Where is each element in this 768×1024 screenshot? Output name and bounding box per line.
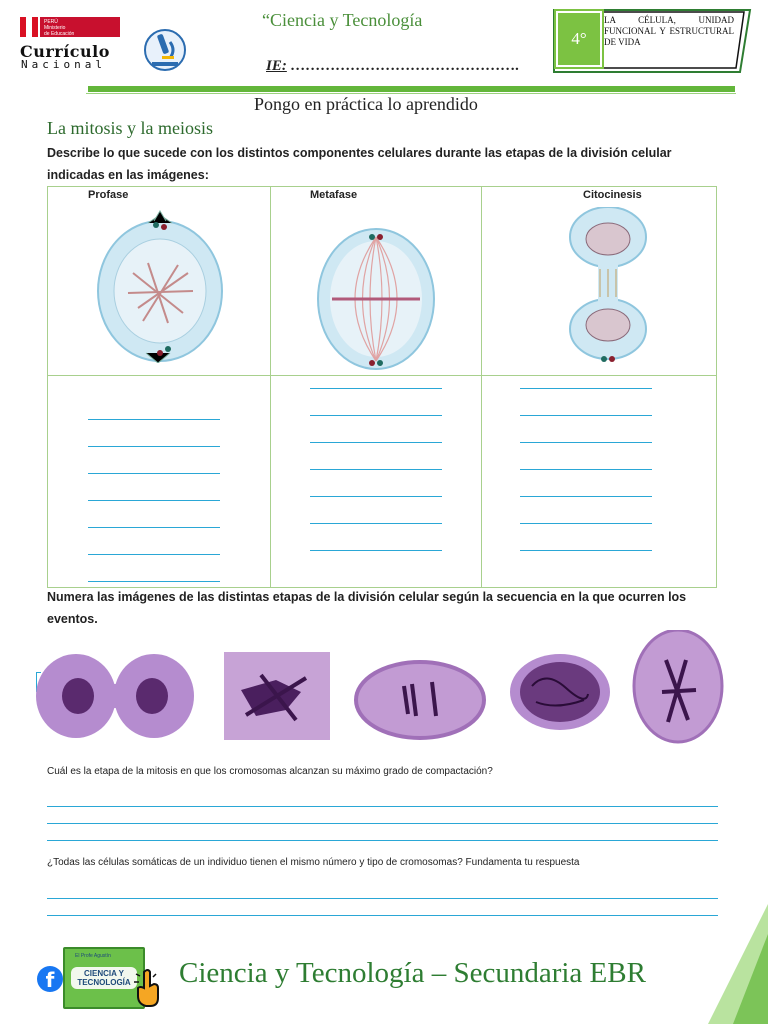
answer-line[interactable] xyxy=(310,523,442,524)
logo-line-1: CIENCIA Y xyxy=(83,969,124,978)
logo-line-2: TECNOLOGÍA xyxy=(77,978,131,987)
ie-label: IE: xyxy=(266,58,287,74)
answer-line-q3-2[interactable] xyxy=(47,823,718,824)
curriculo-title: Currículo xyxy=(20,42,110,61)
answer-line[interactable] xyxy=(310,496,442,497)
answer-line[interactable] xyxy=(88,473,220,474)
answer-line[interactable] xyxy=(88,446,220,447)
mitosis-table xyxy=(47,186,717,588)
answer-line[interactable] xyxy=(520,550,652,551)
col-head-profase: Profase xyxy=(88,189,129,201)
section-title: Pongo en práctica lo aprendido xyxy=(254,94,478,114)
answer-line[interactable] xyxy=(310,469,442,470)
ministry-name-1: Ministerio xyxy=(44,25,66,31)
ie-dots: ………………………………………. xyxy=(290,58,520,74)
table-col-divider xyxy=(270,187,271,587)
answer-line[interactable] xyxy=(520,415,652,416)
citocinesis-illustration xyxy=(558,207,658,372)
answer-line[interactable] xyxy=(520,496,652,497)
question-4-text: ¿Todas las células somáticas de un individuo tienen el mismo número y tipo de cromosomas? Fundamenta tu respuesta xyxy=(47,857,580,868)
ministry-name-2: de Educación xyxy=(44,31,75,37)
stage-image-5 xyxy=(634,630,722,742)
question-1-text: Describe lo que sucede con los distintos componentes celulares durante las etapas de la división celular indicadas en las imágenes: xyxy=(47,146,672,182)
ministry-logo xyxy=(40,17,120,37)
ie-field[interactable] xyxy=(266,58,519,75)
answer-line-q3-3[interactable] xyxy=(47,840,718,841)
col-head-metafase: Metafase xyxy=(310,189,358,201)
stage-image-3 xyxy=(356,662,484,738)
answer-line[interactable] xyxy=(310,388,442,389)
microscope-icon xyxy=(140,28,190,74)
topic-label: LA CÉLULA, UNIDAD FUNCIONAL Y ESTRUCTURAL DE VIDA xyxy=(604,15,734,47)
section-subtitle: La mitosis y la meiosis xyxy=(47,118,213,138)
facebook-icon[interactable]: f xyxy=(37,966,63,992)
answer-line[interactable] xyxy=(88,500,220,501)
table-col-divider xyxy=(481,187,482,587)
footer-title: Ciencia y Tecnología – Secundaria EBR xyxy=(179,957,646,989)
grade-badge: 4° xyxy=(556,11,602,67)
answer-line[interactable] xyxy=(88,527,220,528)
answer-line[interactable] xyxy=(88,554,220,555)
profase-illustration xyxy=(88,203,238,363)
metafase-illustration xyxy=(304,217,454,377)
answer-line[interactable] xyxy=(310,415,442,416)
course-title: “Ciencia y Tecnología xyxy=(262,10,423,30)
stage-image-1 xyxy=(36,654,194,738)
question-3-text: Cuál es la etapa de la mitosis en que los cromosomas alcanzan su máximo grado de compactación? xyxy=(47,766,493,777)
stage-image-4 xyxy=(510,654,610,730)
corner-decoration xyxy=(688,904,768,1024)
answer-line-q4-1[interactable] xyxy=(47,898,718,899)
ciencia-logo xyxy=(63,947,145,1009)
logo-text xyxy=(71,967,137,989)
stage-image-2 xyxy=(224,652,330,740)
curriculo-subtitle: Nacional xyxy=(21,58,106,71)
answer-line[interactable] xyxy=(520,469,652,470)
peru-flag-icon xyxy=(20,17,38,37)
cell-stage-images xyxy=(36,630,736,748)
answer-line[interactable] xyxy=(88,419,220,420)
answer-line[interactable] xyxy=(310,442,442,443)
header-divider xyxy=(88,86,735,92)
answer-line-q3-1[interactable] xyxy=(47,806,718,807)
pointer-hand-icon xyxy=(134,968,162,1008)
question-2-text: Numera las imágenes de las distintas etapas de la división celular según la secuencia en la que ocurren los eventos. xyxy=(47,590,687,626)
answer-line[interactable] xyxy=(310,550,442,551)
answer-line[interactable] xyxy=(520,523,652,524)
answer-line-q4-2[interactable] xyxy=(47,915,718,916)
answer-line[interactable] xyxy=(88,581,220,582)
answer-line[interactable] xyxy=(520,442,652,443)
answer-line[interactable] xyxy=(520,388,652,389)
logo-small-text: El Profe Agustín xyxy=(75,953,111,959)
ministry-country: PERÚ xyxy=(44,19,58,25)
col-head-citocinesis: Citocinesis xyxy=(583,189,642,201)
